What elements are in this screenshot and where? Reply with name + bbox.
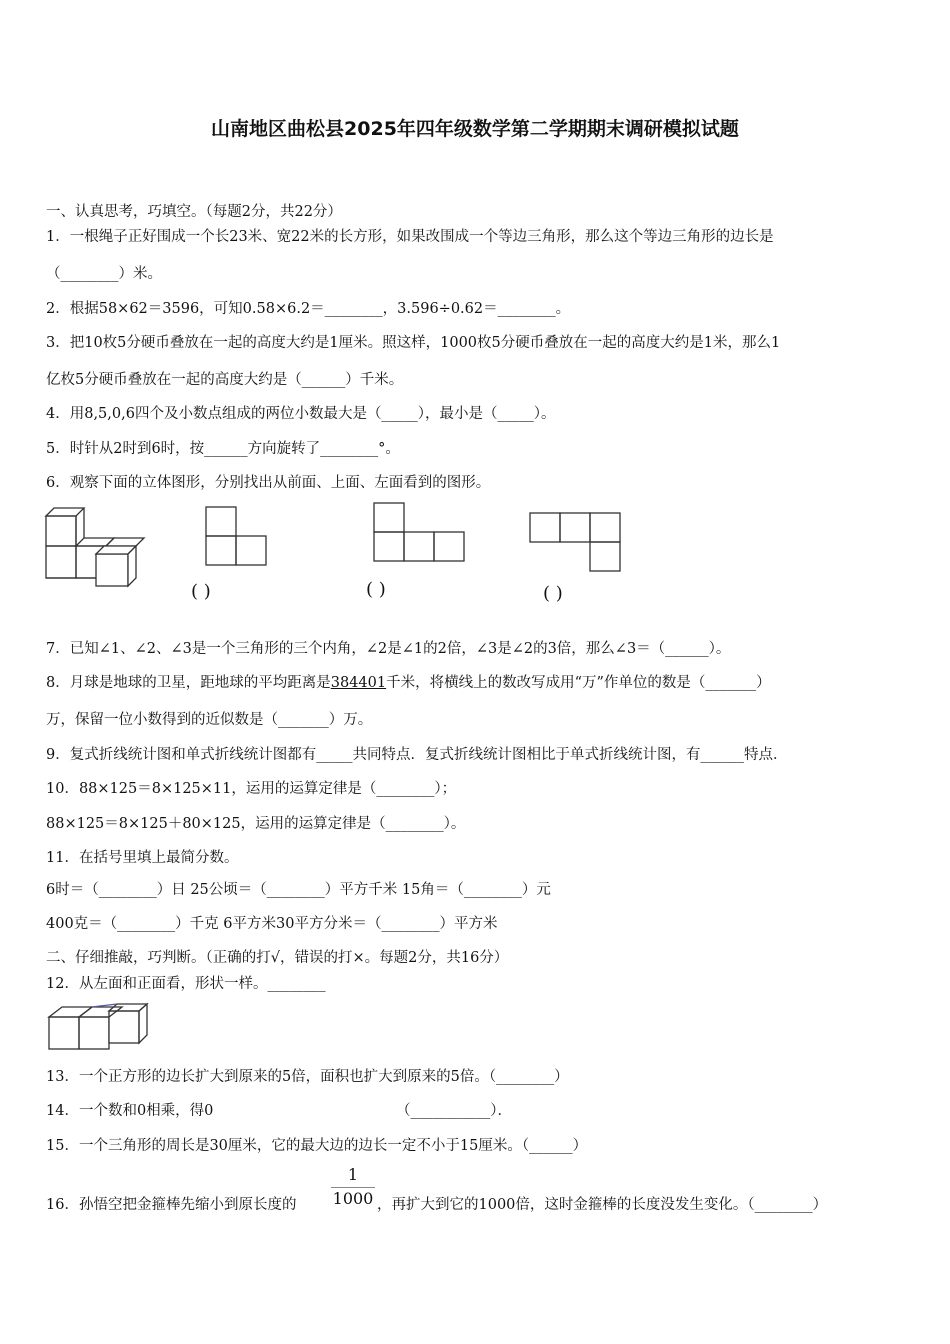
question-16-post: ，再扩大到它的1000倍，这时金箍棒的长度没发生变化。（________）	[377, 1197, 828, 1213]
cubes-row-figure	[46, 1001, 150, 1053]
view-figure-3	[528, 511, 622, 573]
question-5: 5．时针从2时到6时，按______方向旋转了________°。	[46, 441, 400, 457]
question-6: 6．观察下面的立体图形，分别找出从前面、上面、左面看到的图形。	[46, 475, 491, 491]
question-12: 12．从左面和正面看，形状一样。________	[46, 976, 326, 992]
question-2: 2．根据58×62＝3596，可知0.58×6.2＝________，3.596÷0.62＝________。	[46, 301, 571, 317]
question-14-answer: （___________）．	[396, 1103, 512, 1119]
fraction-denominator: 1000	[332, 1189, 374, 1208]
fraction-one-thousandth	[331, 1166, 375, 1208]
answer-paren-1: ( )	[191, 581, 211, 602]
question-11-line-a: 6时＝（________）日 25公顷＝（________）平方千米 15角＝（________）元	[46, 882, 551, 898]
question-3-line-2: 亿枚5分硬币叠放在一起的高度大约是（______）千米。	[46, 372, 404, 388]
question-14: 14．一个数和0相乘，得0	[46, 1103, 214, 1119]
section-heading-2: 二、仔细推敲，巧判断。（正确的打√，错误的打×。每题2分，共16分）	[46, 950, 509, 966]
question-13: 13．一个正方形的边长扩大到原来的5倍，面积也扩大到原来的5倍。（________）	[46, 1069, 569, 1085]
question-8-line-1	[46, 674, 771, 692]
q8-underlined-number: 384401	[330, 675, 387, 691]
view-figure-2	[372, 501, 466, 563]
question-1-line-1: 1．一根绳子正好围成一个长23米、宽22米的长方形，如果改围成一个等边三角形，那么这个等边三角形的边长是	[46, 229, 774, 245]
question-7: 7．已知∠1、∠2、∠3是一个三角形的三个内角，∠2是∠1的2倍，∠3是∠2的3倍，那么∠3＝（______）。	[46, 641, 731, 657]
question-15: 15．一个三角形的周长是30厘米，它的最大边的边长一定不小于15厘米。（______）	[46, 1138, 588, 1154]
question-11: 11．在括号里填上最简分数。	[46, 850, 239, 866]
question-9: 9．复式折线统计图和单式折线统计图都有_____共同特点．复式折线统计图相比于单式折线统计图，有______特点．	[46, 747, 788, 763]
section-heading-1: 一、认真思考，巧填空。（每题2分，共22分）	[46, 204, 342, 220]
question-1-line-2: （________）米。	[46, 266, 162, 282]
question-16-pre: 16．孙悟空把金箍棒先缩小到原长度的	[46, 1197, 297, 1213]
q8-text-pre: 8．月球是地球的卫星，距地球的平均距离是	[46, 675, 331, 691]
question-3-line-1: 3．把10枚5分硬币叠放在一起的高度大约是1厘米。照这样，1000枚5分硬币叠放在一起的高度大约是1米，那么1	[46, 335, 781, 351]
answer-paren-2: ( )	[366, 579, 386, 600]
fraction-bar	[331, 1187, 375, 1188]
question-10-line-1: 10．88×125＝8×125×11，运用的运算定律是（________）；	[46, 781, 457, 797]
question-10-line-2: 88×125＝8×125＋80×125，运用的运算定律是（________）。	[46, 816, 466, 832]
page-title: 山南地区曲松县2025年四年级数学第二学期期末调研模拟试题	[211, 118, 739, 140]
question-8-line-2: 万，保留一位小数得到的近似数是（_______）万。	[46, 712, 373, 728]
solid-figure-3d	[44, 504, 150, 588]
q8-text-post: 千米，将横线上的数改写成用“万”作单位的数是（_______）	[386, 675, 771, 691]
question-4: 4．用8,5,0,6四个及小数点组成的两位小数最大是（_____），最小是（_____）。	[46, 406, 556, 422]
fraction-numerator: 1	[347, 1165, 359, 1184]
question-11-line-b: 400克＝（________）千克 6平方米30平方分米＝（________）平方米	[46, 916, 498, 932]
view-figure-1	[204, 505, 268, 567]
answer-paren-3: ( )	[543, 583, 563, 604]
